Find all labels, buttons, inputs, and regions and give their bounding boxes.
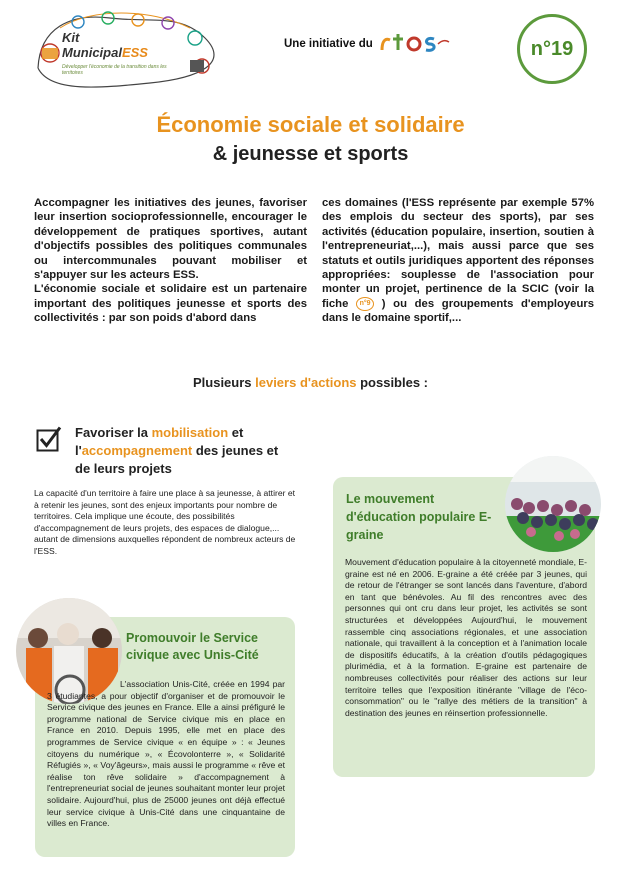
intro-paragraph-1: Accompagner les initiatives des jeunes, favoriser leur insertion socioprofessionnelle, encourager le développement de pratiques sportives, autant d'objectifs possibles des politiques communales ou intercommunales pouvant mobiliser et s'appuyer sur les acteurs ESS. [34, 197, 307, 282]
checkbox-icon [36, 426, 62, 452]
rtes-logo [378, 30, 450, 54]
logo-title-municipal: Municipal [62, 45, 122, 60]
unis-cite-title: Promouvoir le Service civique avec Unis-Cité [126, 631, 259, 662]
intro-right-text-a: ces domaines (l'ESS représente par exemple 57% des emplois du secteur des sports), par ses activités (éducation populaire, insertion, soutien à l'entrepreneuriat,...), mais aussi parce que ses statuts et outils juridiques apportent des réponses appropriées: souplesse de l'association pour monter un projet, pertinence de la SCIC (voir la fiche [322, 197, 594, 310]
intro-paragraph-2: L'économie sociale et solidaire est un partenaire important des politiques jeunesse et sports des collectivités : par son poids d'abord dans [34, 283, 307, 325]
issue-number-badge: n°19 [517, 14, 587, 84]
unis-cite-body [47, 679, 285, 830]
logo-title-ess: ESS [121, 45, 148, 60]
section-heading-part: Favoriser la [75, 425, 152, 440]
unis-cite-paragraph: L'association Unis-Cité, créée en 1994 par 3 étudiantes, a pour objectif d'organiser et de promouvoir le Service civique des jeunes en France. Elle a ainsi préfiguré le programme national de Service civique mis en place en France en 2010. Depuis 1995, elle met en place des programmes de Service civique « en équipe » : « Jeunes citoyens du numérique », « Écovolonterre », « Solidarité Réfugiés », « Voy'âgeurs», mais aussi le programme « rêve et réalise ton rêve solidaire » d'accompagnement à l'entrepreneuriat social de jeunes souhaitant monter leur projet solidaire. Aujourd'hui, plus de 25000 jeunes ont déjà effectué leur service civique à Unis-Cité dans une cinquantaine de villes en France. [47, 679, 285, 829]
section-heading-part: des jeunes et de leurs projets [75, 443, 279, 476]
section-heading-part: et l' [75, 425, 244, 458]
intro-right-column [322, 196, 594, 326]
initiative-label: Une initiative du [284, 38, 373, 50]
levers-text-after: possibles : [356, 375, 429, 390]
levers-highlight: leviers d'actions [255, 375, 357, 390]
section-heading-mobilisation: mobilisation [151, 425, 229, 440]
egraine-title: Le mouvement d'éducation populaire E-graine [346, 492, 492, 542]
logo-title-line2 [62, 45, 148, 60]
levers-text-before: Plusieurs [192, 375, 256, 390]
section-body: La capacité d'un territoire à faire une place à sa jeunesse, à attirer et à retenir les jeunes, sont des enjeux importants pour nombre de territoires. Cela implique une écoute, des possibilités d'accompagnement de leurs projets, des espaces de dialogue,... autant de dimensions auxquelles répondent de nombreux acteurs de l'ESS. [34, 488, 296, 556]
intro-left-column [34, 196, 307, 326]
page-title: Économie sociale et solidaire [156, 112, 465, 137]
logo-tagline: Développer l'économie de la transition dans les territoires [62, 64, 167, 76]
fiche-reference-badge: n°9 [356, 297, 374, 311]
levers-heading [0, 375, 621, 390]
intro-right-text-b: ) ou des groupements d'employeurs dans le domaine sportif,... [322, 297, 595, 325]
egraine-photo-illustration [505, 456, 601, 552]
section-heading [75, 424, 295, 478]
egraine-body: Mouvement d'éducation populaire à la citoyenneté mondiale, E-graine est né en 2006. E-graine a été créée par 3 jeunes, qui de retour de l'étranger se sont lancés dans l'aventure, d'abord en tant que bénévoles. Au fil des rencontres avec des personnes qui ont cru dans leur projet, les activités se sont structurées et développées Aujourd'hui, le mouvement rassemble cinq associations régionales, et une association nationale, qui travaillent à la conception et à l'animation locale de dispositifs éducatifs, à la création d'outils pédagogiques plurimédia, et à la formation. E-graine est partenaire de nombreuses collectivités pour réaliser des actions sur leur territoire telles que l'exposition itinérante "village de l'éco-consommation" ou le "rallye des métiers de la transition" à destination des jeunes en réinsertion professionnelle. [345, 557, 587, 718]
section-heading-accompagnement: accompagnement [81, 443, 193, 458]
page-subtitle: & jeunesse et sports [212, 143, 409, 165]
logo-title-line1: Kit [62, 30, 80, 45]
egraine-photo [505, 456, 601, 552]
